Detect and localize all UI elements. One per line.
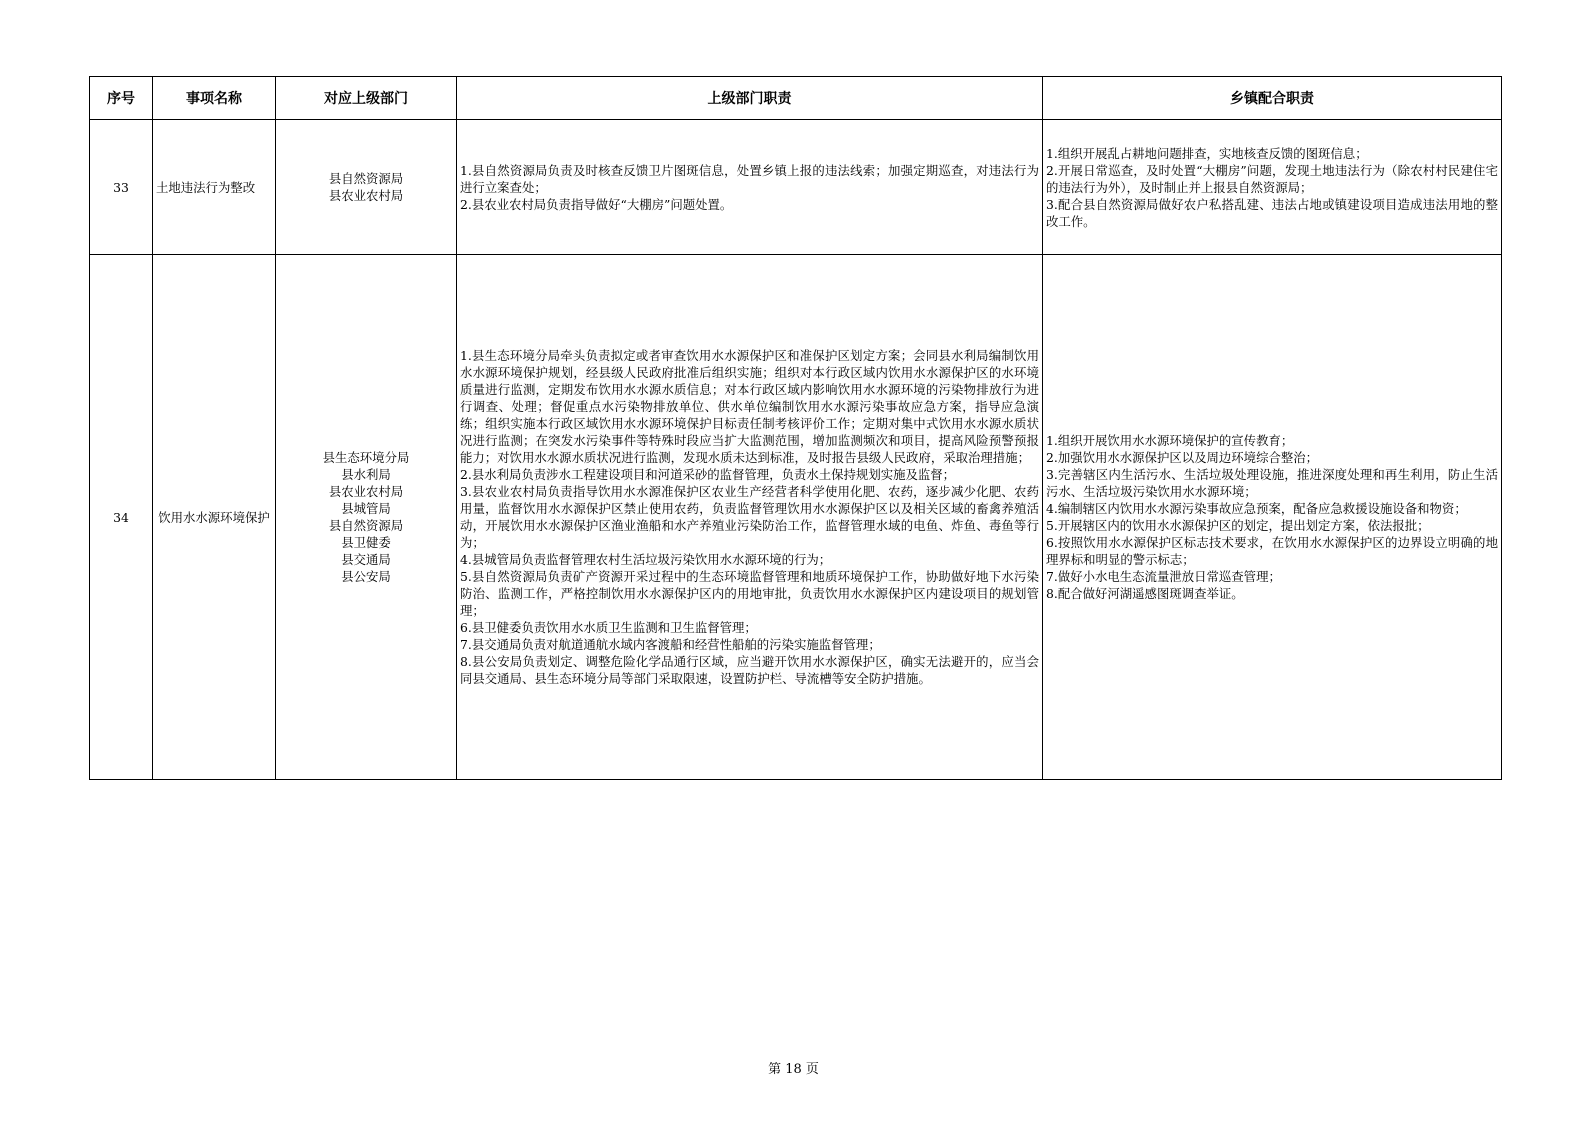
upper-dept-list: [276, 255, 457, 780]
upper-duty-text: [457, 120, 1043, 255]
dept-item: 县水利局: [341, 467, 391, 482]
duty-item: 3.完善辖区内生活污水、生活垃圾处理设施，推进深度处理和再生利用，防止生活污水、生活垃圾污染饮用水水源环境；: [1046, 467, 1498, 499]
item-name: 土地违法行为整改: [153, 120, 276, 255]
duty-item: 4.县城管局负责监督管理农村生活垃圾污染饮用水水源环境的行为；: [460, 552, 832, 567]
duty-item: 2.县水利局负责涉水工程建设项目和河道采砂的监督管理，负责水土保持规划实施及监督；: [460, 467, 956, 482]
dept-item: 县公安局: [341, 569, 391, 584]
item-name: 饮用水水源环境保护: [153, 255, 276, 780]
upper-duty-text: [457, 255, 1043, 780]
duty-item: 5.县自然资源局负责矿产资源开采过程中的生态环境监督管理和地质环境保护工作，协助做好地下水污染防治、监测工作，严格控制饮用水水源保护区内的用地审批，负责饮用水水源保护区内建设项目的规划管理；: [460, 569, 1039, 618]
dept-item: 县农业农村局: [328, 188, 404, 203]
duty-item: 6.县卫健委负责饮用水水质卫生监测和卫生监督管理；: [460, 620, 757, 635]
dept-item: 县卫健委: [341, 535, 391, 550]
dept-item: 县生态环境分局: [322, 450, 410, 465]
duty-item: 3.配合县自然资源局做好农户私搭乱建、违法占地或镇建设项目造成违法用地的整改工作。: [1046, 196, 1498, 229]
duty-item: 1.组织开展饮用水水源环境保护的宣传教育；: [1046, 433, 1294, 448]
row-number: 33: [90, 120, 153, 255]
duty-item: 2.加强饮用水水源保护区以及周边环境综合整治；: [1046, 450, 1319, 465]
row-number: 34: [90, 255, 153, 780]
duty-item: 1.县生态环境分局牵头负责拟定或者审查饮用水水源保护区和准保护区划定方案；会同县水利局编制饮用水水源环境保护规划，经县级人民政府批准后组织实施；组织对本行政区域内饮用水水源保护区的水环境质量进行监测，定期发布饮用水水源水质信息；对本行政区域内影响饮用水水源环境的污染物排放行为进行调查、处理；督促重点水污染物排放单位、供水单位编制饮用水水源污染事故应急方案，指导应急演练；组织实施本行政区域饮用水水源环境保护目标责任制考核评价工作；定期对集中式饮用水水源水质状况进行监测；在突发水污染事件等特殊时段应当扩大监测范围，增加监测频次和项目，提高风险预警预报能力；对饮用水水源水质状况进行监测，发现水质未达到标准，及时报告县级人民政府，采取治理措施；: [460, 348, 1039, 465]
page-number: 第 18 页: [768, 1062, 819, 1077]
table-row: [90, 120, 1502, 255]
header-town-duty: 乡镇配合职责: [1043, 77, 1502, 120]
duty-item: 4.编制辖区内饮用水水源污染事故应急预案，配备应急救援设施设备和物资；: [1046, 501, 1467, 516]
dept-item: 县自然资源局: [328, 518, 404, 533]
dept-item: 县城管局: [341, 501, 391, 516]
dept-item: 县自然资源局: [328, 171, 404, 186]
duty-item: 6.按照饮用水水源保护区标志技术要求，在饮用水水源保护区的边界设立明确的地理界标和明显的警示标志；: [1046, 535, 1498, 567]
dept-item: 县农业农村局: [328, 484, 404, 499]
duty-table: [89, 76, 1502, 780]
header-upper-dept: 对应上级部门: [276, 77, 457, 120]
header-upper-duty: 上级部门职责: [457, 77, 1043, 120]
town-duty-text: [1043, 120, 1502, 255]
duty-item: 8.县公安局负责划定、调整危险化学品通行区域，应当避开饮用水水源保护区，确实无法避开的，应当会同县交通局、县生态环境分局等部门采取限速，设置防护栏、导流槽等安全防护措施。: [460, 654, 1039, 686]
duty-item: 3.县农业农村局负责指导饮用水水源准保护区农业生产经营者科学使用化肥、农药，逐步减少化肥、农药用量，监督饮用水水源保护区禁止使用农药，负责监督管理饮用水水源保护区以及相关区域的畜禽养殖活动，开展饮用水水源保护区渔业渔船和水产养殖业污染防治工作，监督管理水域的电鱼、炸鱼、毒鱼等行为；: [460, 484, 1039, 550]
header-item-name: 事项名称: [153, 77, 276, 120]
upper-dept-list: [276, 120, 457, 255]
duty-item: 1.县自然资源局负责及时核查反馈卫片图斑信息，处置乡镇上报的违法线索；加强定期巡查，对违法行为进行立案查处；: [460, 162, 1039, 195]
duty-item: 7.县交通局负责对航道通航水域内客渡船和经营性船舶的污染实施监督管理；: [460, 637, 881, 652]
dept-item: 县交通局: [341, 552, 391, 567]
table-row: [90, 255, 1502, 780]
duty-item: 1.组织开展乱占耕地问题排查，实地核查反馈的图斑信息；: [1046, 145, 1368, 161]
town-duty-text: [1043, 255, 1502, 780]
duty-item: 2.开展日常巡查，及时处置“大棚房”问题，发现土地违法行为（除农村村民建住宅的违法行为外），及时制止并上报县自然资源局；: [1046, 162, 1498, 195]
duty-item: 2.县农业农村局负责指导做好“大棚房”问题处置。: [460, 196, 733, 212]
duty-item: 5.开展辖区内的饮用水水源保护区的划定，提出划定方案，依法报批；: [1046, 518, 1430, 533]
duty-item: 8.配合做好河湖遥感图斑调查举证。: [1046, 586, 1244, 601]
duty-item: 7.做好小水电生态流量泄放日常巡查管理；: [1046, 569, 1281, 584]
header-no: 序号: [90, 77, 153, 120]
header-row: [90, 77, 1502, 120]
